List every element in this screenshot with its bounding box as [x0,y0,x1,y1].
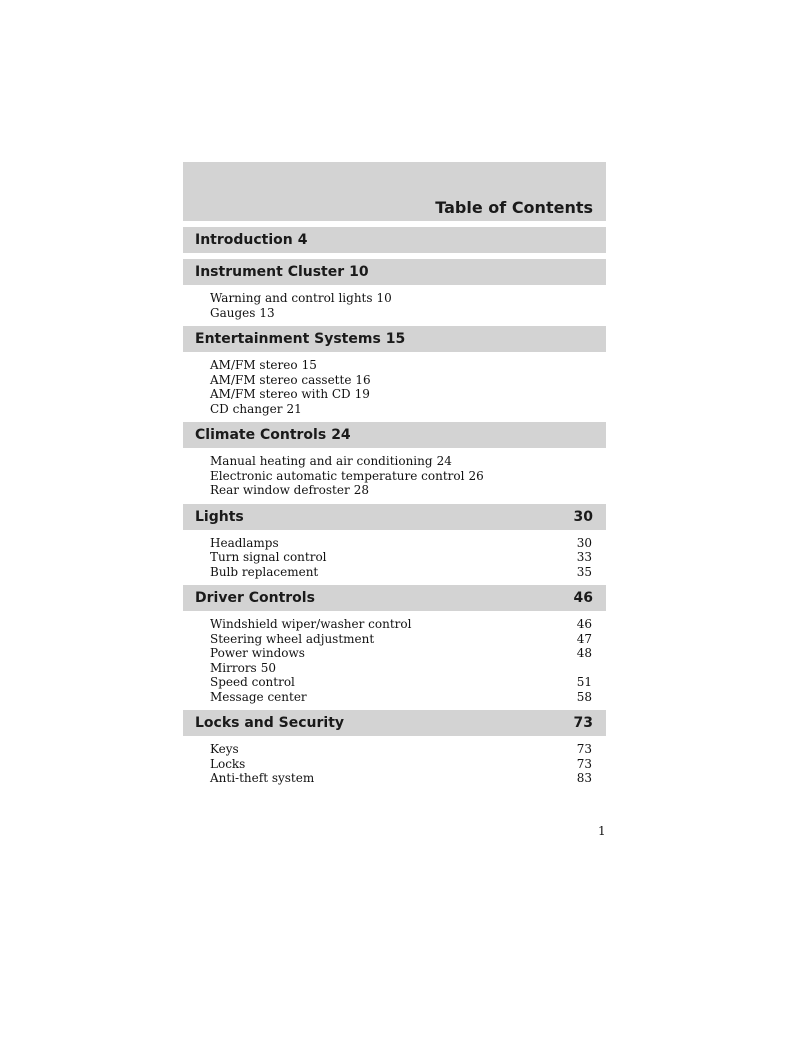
toc-entry-left [210,469,484,484]
toc-entry-title: Keys [210,742,239,756]
toc-section [183,259,606,320]
toc-entry[interactable] [210,358,592,373]
toc-entry-left [210,661,276,676]
toc-entry-left [210,565,318,580]
toc-entry-page: 21 [286,401,302,416]
section-title: Instrument Cluster [195,264,345,280]
toc-entry-title: Headlamps [210,535,279,550]
toc-entry[interactable] [210,291,592,306]
toc-entry-left [210,387,370,402]
toc-section [183,227,606,253]
toc-entry-page: 73 [576,742,592,756]
section-page: 73 [573,715,593,731]
toc-entry-page: 83 [576,771,592,785]
toc-entry-left [210,757,245,772]
toc-entry[interactable] [210,536,592,551]
toc-entry-left [210,291,392,306]
toc-entry[interactable] [210,402,592,417]
toc-entry-title: Mirrors [210,660,257,675]
section-entries [183,285,606,320]
section-title: Entertainment Systems [195,331,381,347]
toc-entry-title: Speed control [210,675,295,689]
toc-entry-title: Warning and control lights [210,291,373,305]
table-of-contents [183,162,606,786]
toc-entry[interactable] [210,373,592,388]
section-entries [183,352,606,416]
toc-title: Table of Contents [435,198,593,217]
toc-entry-page: 48 [576,646,592,660]
toc-entry-page: 33 [576,550,592,564]
toc-entry-title: AM/FM stereo with CD [210,387,351,401]
toc-entry[interactable] [210,646,592,661]
section-page: 10 [349,264,369,280]
toc-entry-page: 58 [576,689,592,704]
toc-entry-page: 16 [355,372,371,387]
toc-entry-left [210,306,275,321]
toc-entry[interactable] [210,565,592,580]
section-title: Introduction [195,232,293,248]
toc-section [183,585,606,704]
page-number: 1 [598,824,606,838]
section-page: 30 [573,508,593,525]
section-page: 46 [573,590,593,606]
section-title: Lights [195,508,244,525]
toc-entry[interactable] [210,454,592,469]
toc-entry-page: 30 [576,535,592,550]
section-heading[interactable] [183,422,606,448]
section-title: Driver Controls [195,590,315,606]
toc-entry-left [210,358,317,373]
toc-entry-left [210,646,305,661]
toc-section [183,504,606,580]
section-heading[interactable] [183,504,606,530]
toc-entry-page: 10 [376,291,392,305]
section-heading-left [195,427,351,443]
toc-entry[interactable] [210,675,592,690]
toc-entry-title: Anti-theft system [210,771,315,785]
section-title: Locks and Security [195,715,345,731]
toc-entry-page: 47 [576,631,592,646]
toc-entry[interactable] [210,757,592,772]
toc-entry-title: Electronic automatic temperature control [210,468,465,483]
toc-entry-left [210,771,314,786]
toc-entry[interactable] [210,387,592,402]
toc-entry-left [210,454,452,469]
section-heading-left [195,331,405,347]
toc-entry-left [210,373,371,388]
toc-entry-page: 13 [259,305,275,320]
toc-entry-title: Gauges [210,305,256,320]
toc-entry-left [210,617,411,632]
toc-entry[interactable] [210,306,592,321]
toc-entry[interactable] [210,771,592,786]
toc-entry-title: Bulb replacement [210,564,319,579]
toc-entry-title: AM/FM stereo [210,358,298,372]
section-entries [183,530,606,580]
toc-entry-page: 26 [468,468,484,483]
toc-entry-left [210,483,369,498]
section-heading-left [195,715,344,731]
section-heading-left [195,264,369,280]
toc-entry-left [210,632,374,647]
toc-entry[interactable] [210,483,592,498]
toc-entry[interactable] [210,690,592,705]
toc-section [183,326,606,416]
toc-section [183,422,606,498]
toc-entry-title: Locks [210,756,246,771]
toc-header-band [183,162,606,221]
section-entries [183,611,606,704]
toc-entry[interactable] [210,469,592,484]
toc-entry-page: 28 [353,483,369,497]
toc-entry-page: 51 [576,675,592,689]
toc-entry-page: 50 [260,660,276,675]
section-heading-left [195,590,315,606]
toc-entry-title: AM/FM stereo cassette [210,372,352,387]
toc-entry-left [210,675,295,690]
section-heading[interactable] [183,585,606,611]
toc-entry-left [210,536,279,551]
toc-entry-left [210,742,239,757]
toc-entry-title: Message center [210,689,307,704]
toc-entry-title: Steering wheel adjustment [210,631,375,646]
toc-entry-page: 24 [436,454,452,468]
toc-entry-left [210,550,327,565]
section-heading[interactable] [183,227,606,253]
section-title: Climate Controls [195,427,327,443]
section-page: 24 [331,427,351,443]
toc-entry-title: Power windows [210,646,305,660]
section-entries [183,448,606,498]
section-page: 4 [297,232,308,248]
section-heading[interactable] [183,259,606,285]
section-page: 15 [385,331,406,347]
section-heading[interactable] [183,326,606,352]
toc-entry-page: 73 [576,756,592,771]
toc-entry-page: 19 [354,387,370,401]
section-entries [183,736,606,786]
toc-entry[interactable] [210,617,592,632]
section-heading-left [195,509,244,525]
toc-entry[interactable] [210,632,592,647]
toc-entry-left [210,402,302,417]
toc-entry-title: CD changer [210,401,283,416]
toc-entry[interactable] [210,742,592,757]
toc-section [183,710,606,786]
toc-entry-page: 46 [576,617,592,631]
section-heading[interactable] [183,710,606,736]
toc-entry-left [210,690,307,705]
toc-entry-page: 15 [301,358,317,372]
toc-entry-title: Turn signal control [210,550,327,564]
toc-entry-title: Windshield wiper/washer control [210,617,412,631]
toc-entry[interactable] [210,550,592,565]
toc-entry-title: Rear window defroster [210,483,350,497]
toc-entry[interactable] [210,661,592,676]
toc-sections [183,227,606,786]
toc-entry-title: Manual heating and air conditioning [210,454,433,468]
section-heading-left [195,232,308,248]
toc-entry-page: 35 [576,564,592,579]
